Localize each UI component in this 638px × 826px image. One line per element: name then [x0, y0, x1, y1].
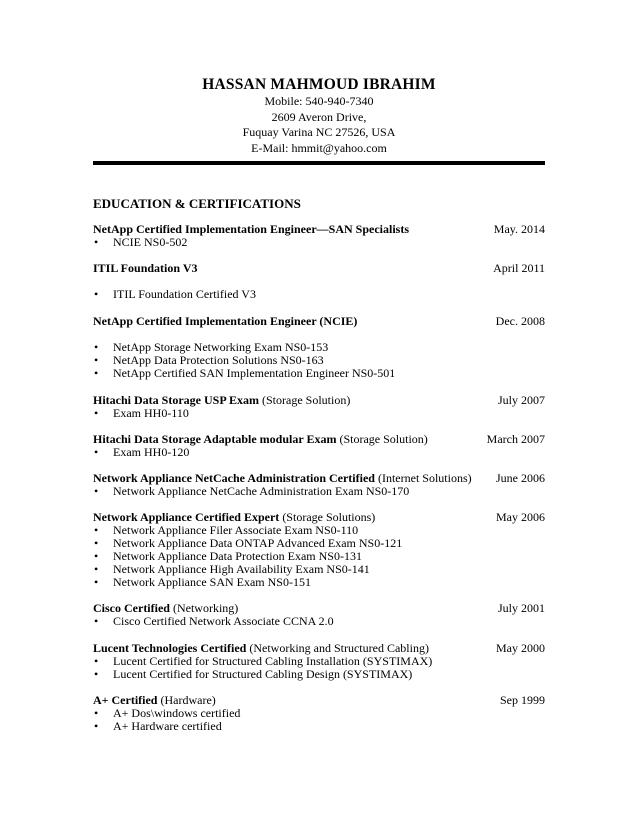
- cert-entry: [93, 315, 545, 380]
- cert-detail: (Internet Solutions): [374, 471, 472, 485]
- cert-entry: [93, 433, 545, 459]
- email-address: E-Mail: hmmit@yahoo.com: [251, 140, 387, 155]
- cert-item: • Network Appliance SAN Exam NS0-151: [93, 576, 545, 589]
- cert-title: NetApp Certified Implementation Engineer (NCIE): [93, 314, 358, 328]
- address-line-1: 2609 Averon Drive,: [271, 109, 367, 124]
- cert-title: Lucent Technologies Certified: [93, 641, 247, 655]
- cert-title: NetApp Certified Implementation Engineer—SAN Specialists: [93, 222, 409, 236]
- section-title: EDUCATION & CERTIFICATIONS: [93, 196, 301, 211]
- cert-date: May. 2014: [493, 222, 545, 236]
- cert-title: A+ Certified: [93, 693, 158, 707]
- cert-detail: (Networking and Structured Cabling): [246, 641, 429, 655]
- cert-entry: [93, 223, 545, 249]
- cert-detail: (Networking): [169, 601, 239, 615]
- cert-item: • Network Appliance Data ONTAP Advanced Exam NS0-121: [93, 537, 545, 550]
- cert-detail: (Hardware): [157, 693, 216, 707]
- resume-header: [0, 75, 638, 156]
- cert-item: • NetApp Data Protection Solutions NS0-163: [93, 354, 545, 367]
- cert-date: May 2006: [496, 510, 545, 524]
- cert-item: • Cisco Certified Network Associate CCNA 2.0: [93, 615, 545, 628]
- cert-item: • ITIL Foundation Certified V3: [93, 288, 545, 301]
- cert-date: March 2007: [486, 432, 545, 446]
- cert-detail: (Storage Solution): [259, 393, 351, 407]
- cert-detail: (Storage Solutions): [279, 510, 376, 524]
- cert-date: May 2000: [496, 641, 545, 655]
- cert-item: • A+ Dos\windows certified: [93, 707, 545, 720]
- cert-item: • Network Appliance Filer Associate Exam NS0-110: [93, 524, 545, 537]
- cert-item: • A+ Hardware certified: [93, 720, 545, 733]
- cert-date: July 2001: [497, 601, 545, 615]
- address-line-2: Fuquay Varina NC 27526, USA: [242, 125, 396, 139]
- cert-entry: [93, 602, 545, 628]
- cert-entry: [93, 694, 545, 733]
- cert-item: • NCIE NS0-502: [93, 236, 545, 249]
- cert-title: Hitachi Data Storage Adaptable modular Exam: [93, 432, 337, 446]
- cert-item: • Network Appliance High Availability Exam NS0-141: [93, 563, 545, 576]
- cert-entry: [93, 511, 545, 589]
- cert-entry: [93, 642, 545, 681]
- cert-title: Network Appliance NetCache Administration Certified: [93, 471, 375, 485]
- cert-title: Cisco Certified: [93, 601, 170, 615]
- cert-title: Network Appliance Certified Expert: [93, 510, 280, 524]
- candidate-name: HASSAN MAHMOUD IBRAHIM: [202, 76, 436, 93]
- header-divider: [93, 161, 545, 165]
- cert-item: • Network Appliance NetCache Administration Exam NS0-170: [93, 485, 545, 498]
- cert-date: July 2007: [497, 393, 545, 407]
- cert-item: • Lucent Certified for Structured Cabling Installation (SYSTIMAX): [93, 655, 545, 668]
- cert-item: • Exam HH0-110: [93, 407, 545, 420]
- cert-entry: [93, 394, 545, 420]
- cert-title: ITIL Foundation V3: [93, 261, 198, 275]
- cert-item: • Lucent Certified for Structured Cabling Design (SYSTIMAX): [93, 668, 545, 681]
- cert-date: June 2006: [496, 471, 545, 485]
- cert-item: • NetApp Storage Networking Exam NS0-153: [93, 341, 545, 354]
- cert-item: • Exam HH0-120: [93, 446, 545, 459]
- cert-detail: (Storage Solution): [336, 432, 428, 446]
- cert-date: Dec. 2008: [495, 314, 545, 328]
- cert-date: April 2011: [493, 261, 545, 275]
- cert-date: Sep 1999: [500, 693, 545, 707]
- cert-entry: [93, 472, 545, 498]
- cert-item: • Network Appliance Data Protection Exam NS0-131: [93, 550, 545, 563]
- mobile-number: Mobile: 540-940-7340: [264, 94, 374, 108]
- cert-title: Hitachi Data Storage USP Exam: [93, 393, 259, 407]
- cert-item: • NetApp Certified SAN Implementation Engineer NS0-501: [93, 367, 545, 380]
- cert-entry: [93, 262, 545, 301]
